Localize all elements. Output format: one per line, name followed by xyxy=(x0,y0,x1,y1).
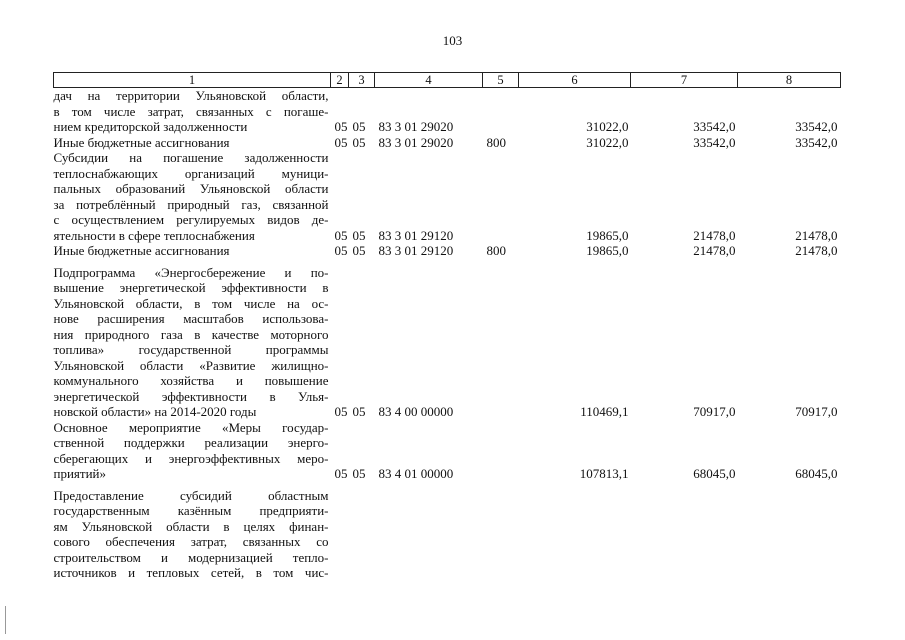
section-code-cell: 05 xyxy=(334,466,348,481)
column-header: 5 xyxy=(483,73,519,88)
column-header: 6 xyxy=(519,73,631,88)
description-line: вышение энергетической эффективности в xyxy=(53,280,329,295)
description-line: ям Ульяновской области в целях финан- xyxy=(53,518,329,534)
target-article-cell: 83 3 01 29020 xyxy=(378,119,454,134)
description-line: Предоставление субсидий областным xyxy=(53,487,329,503)
column-header: 7 xyxy=(631,73,738,88)
description-line: Иные бюджетные ассигнования xyxy=(53,243,230,258)
table-row xyxy=(54,265,841,420)
row-description xyxy=(54,420,331,482)
subsection-code-cell: 05 xyxy=(352,466,366,481)
amount-col8-cell: 33542,0 xyxy=(795,119,838,134)
section-code-cell: 05 xyxy=(334,243,348,258)
amount-col6-cell: 107813,1 xyxy=(579,466,629,481)
row-description xyxy=(54,135,331,151)
description-line: Основное мероприятие «Меры государ- xyxy=(53,419,329,435)
section-code-cell: 05 xyxy=(334,134,348,150)
amount-col8-cell: 21478,0 xyxy=(795,227,838,243)
description-line: коммунального хозяйства и повышение xyxy=(53,373,329,388)
description-line: энергетической эффективности в Улья- xyxy=(53,388,329,404)
table-row xyxy=(54,88,841,135)
expense-type-cell xyxy=(483,265,519,420)
description-line: Ульяновской области, в том числе на ос- xyxy=(53,295,329,311)
description-line: в том числе затрат, связанных с погаше- xyxy=(53,103,329,119)
target-article-cell: 83 3 01 29120 xyxy=(378,227,454,243)
amount-col7-cell: 21478,0 xyxy=(693,243,736,258)
target-article-cell: 83 4 01 00000 xyxy=(378,466,454,481)
subsection-code-cell xyxy=(349,488,375,581)
description-line: источников и тепловых сетей, в том чис- xyxy=(53,565,329,580)
amount-col7-cell xyxy=(631,488,738,581)
description-line: Иные бюджетные ассигнования xyxy=(53,134,230,150)
amount-col8-cell: 68045,0 xyxy=(795,466,838,481)
expense-type-cell: 800 xyxy=(486,243,506,258)
target-article-cell: 83 3 01 29120 xyxy=(378,243,454,258)
row-description xyxy=(54,88,331,135)
row-description xyxy=(54,265,331,420)
description-line: Подпрограмма «Энергосбережение и по- xyxy=(53,264,329,280)
description-line: новской области» на 2014-2020 годы xyxy=(53,404,257,419)
amount-col7-cell: 70917,0 xyxy=(693,404,736,419)
subsection-code-cell: 05 xyxy=(352,243,366,258)
expense-type-cell xyxy=(483,420,519,482)
column-header: 4 xyxy=(375,73,483,88)
amount-col6-cell: 110469,1 xyxy=(580,404,629,419)
subsection-code-cell: 05 xyxy=(352,227,366,243)
table-row xyxy=(54,420,841,482)
subsection-code-cell: 05 xyxy=(352,134,366,150)
description-line: теплоснабжающих организаций муници- xyxy=(53,165,329,181)
description-line: государственным казённым предприяти- xyxy=(53,503,329,518)
table-row xyxy=(54,243,841,259)
subsection-code-cell: 05 xyxy=(352,404,366,419)
table-row xyxy=(54,135,841,151)
description-line: ятельности в сфере теплоснабжения xyxy=(53,227,255,243)
amount-col8-cell xyxy=(738,488,841,581)
subsection-code-cell: 05 xyxy=(352,119,366,134)
amount-col6-cell xyxy=(519,488,631,581)
description-line: сового обеспечения затрат, связанных со xyxy=(53,534,329,549)
description-line: пальных образований Ульяновской области xyxy=(53,181,329,196)
table-body xyxy=(54,88,841,581)
table-row xyxy=(54,488,841,581)
description-line: топлива» государственной программы xyxy=(53,342,329,357)
section-code-cell: 05 xyxy=(334,227,348,243)
description-line: Субсидии на погашение задолженности xyxy=(53,150,329,165)
amount-col7-cell: 33542,0 xyxy=(693,119,736,134)
description-line: нове расширения масштабов использова- xyxy=(53,311,329,326)
description-line: с осуществлением регулируемых видов де- xyxy=(53,212,329,227)
expense-type-cell xyxy=(483,88,519,135)
table-row xyxy=(54,150,841,243)
description-line: приятий» xyxy=(53,466,106,481)
amount-col7-cell: 21478,0 xyxy=(693,227,736,243)
expense-type-cell xyxy=(483,150,519,243)
description-line: за потреблённый природный газ, связанной xyxy=(53,196,329,212)
description-line: ственной поддержки реализации энерго- xyxy=(53,435,329,450)
expense-type-cell xyxy=(483,488,519,581)
amount-col6-cell: 19865,0 xyxy=(586,227,629,243)
section-code-cell: 05 xyxy=(334,119,348,134)
amount-col6-cell: 31022,0 xyxy=(586,119,629,134)
budget-table xyxy=(53,72,841,581)
amount-col6-cell: 31022,0 xyxy=(586,134,629,150)
column-header: 8 xyxy=(738,73,841,88)
column-header: 1 xyxy=(54,73,331,88)
scan-margin-mark xyxy=(5,606,6,634)
description-line: сберегающих и энергоэффективных меро- xyxy=(53,450,329,466)
amount-col6-cell: 19865,0 xyxy=(586,243,629,258)
target-article-cell xyxy=(375,488,483,581)
amount-col7-cell: 33542,0 xyxy=(693,134,736,150)
amount-col7-cell: 68045,0 xyxy=(693,466,736,481)
amount-col8-cell: 21478,0 xyxy=(795,243,838,258)
description-line: дач на территории Ульяновской области, xyxy=(53,88,329,103)
column-header: 2 xyxy=(331,73,349,88)
page-number: 103 xyxy=(442,33,463,48)
row-description xyxy=(54,243,331,259)
target-article-cell: 83 3 01 29020 xyxy=(378,134,454,150)
description-line: нием кредиторской задолженности xyxy=(53,119,248,134)
table-header-row xyxy=(54,73,841,88)
amount-col8-cell: 33542,0 xyxy=(795,134,838,150)
section-code-cell: 05 xyxy=(334,404,348,419)
row-description xyxy=(54,150,331,243)
row-description xyxy=(54,488,331,581)
description-line: строительством и модернизацией тепло- xyxy=(53,549,329,565)
expense-type-cell: 800 xyxy=(486,134,506,150)
section-code-cell xyxy=(331,488,349,581)
target-article-cell: 83 4 00 00000 xyxy=(378,404,454,419)
description-line: ния природного газа в качестве моторного xyxy=(53,326,329,342)
column-header: 3 xyxy=(349,73,375,88)
description-line: Ульяновской области «Развитие жилищно- xyxy=(53,357,329,373)
amount-col8-cell: 70917,0 xyxy=(795,404,838,419)
